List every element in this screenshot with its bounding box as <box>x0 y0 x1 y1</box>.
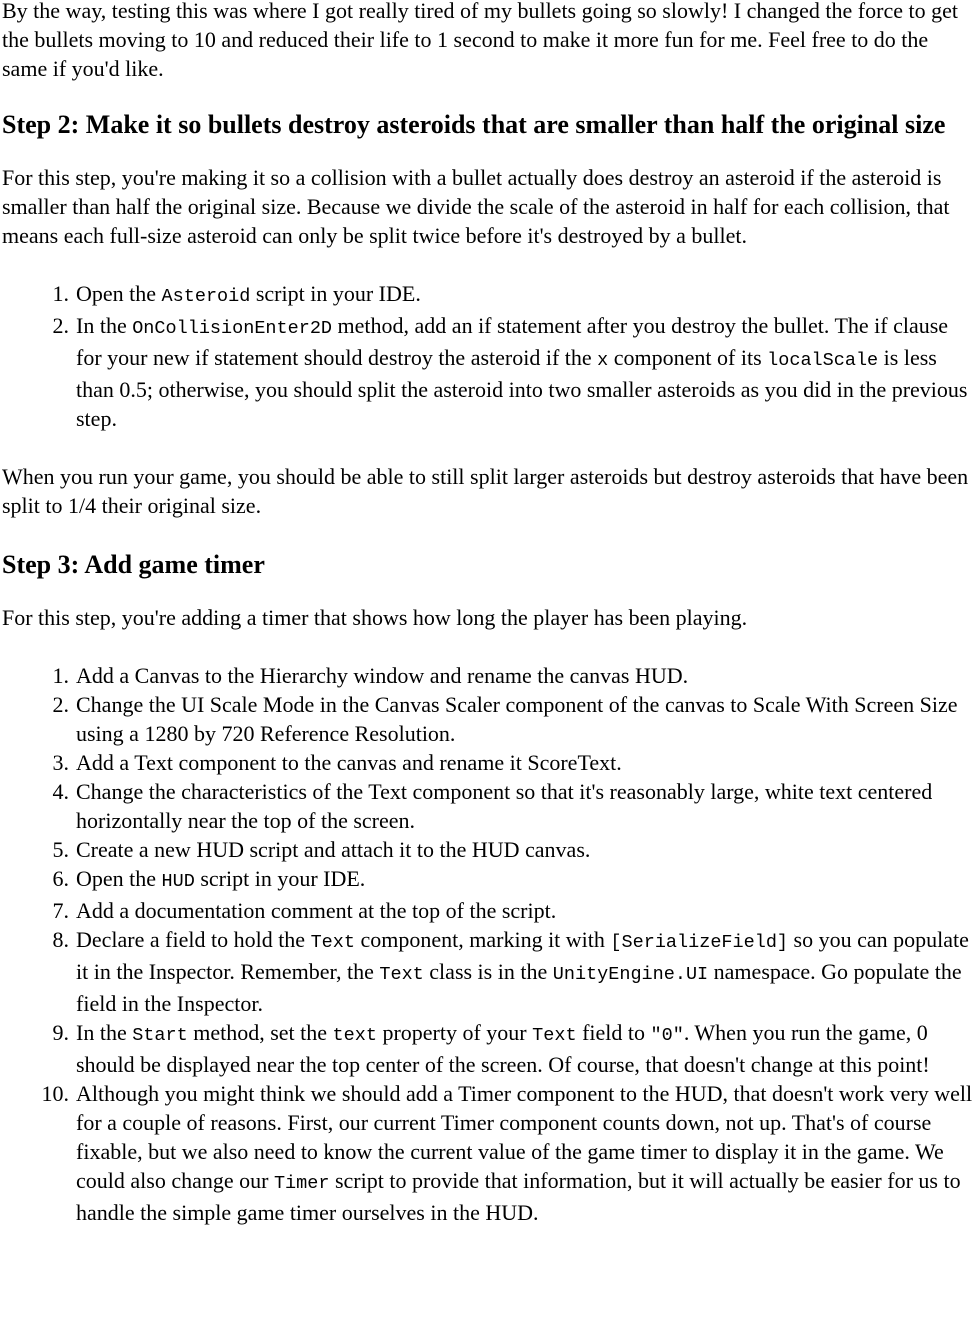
text-run: component, marking it with <box>355 927 611 952</box>
text-run: Declare a field to hold the <box>76 927 311 952</box>
list-item <box>2 1079 974 1227</box>
list-number: 10. <box>41 1081 69 1106</box>
code-run: UnityEngine.UI <box>552 964 709 985</box>
list-number: 2. <box>52 692 69 717</box>
list-item <box>2 925 974 1018</box>
text-run: class is in the <box>423 959 553 984</box>
step3-heading: Step 3: Add game timer <box>2 550 265 579</box>
text-run: method, add an if statement after you destroy the bullet. The if clause for your new if statement should destroy the asteroid if the <box>76 313 949 370</box>
list-item <box>2 896 974 925</box>
list-number: 1. <box>52 663 69 688</box>
text-run: . When you run the game, 0 should be displayed near the top center of the screen. Of course, that doesn't change at this point! <box>76 1020 930 1077</box>
text-run: script in your IDE. <box>250 281 421 306</box>
text-run: In the <box>76 1020 133 1045</box>
text-run: Open the <box>76 281 162 306</box>
text-run: namespace. Go populate the field in the Inspector. <box>76 959 962 1016</box>
list-number: 2. <box>52 313 69 338</box>
text-run: Open the <box>76 866 162 891</box>
code-run: x <box>597 350 609 371</box>
code-run: localScale <box>767 350 879 371</box>
text-run: Although you might think we should add a Timer component to the HUD, that doesn't work very well for a couple of reasons. First, our current Timer component counts down, not up. That's of course fixable, but we also need to know the current value of the game timer to display it in the game. We could also change our <box>76 1081 973 1193</box>
step2-description: For this step, you're making it so a collision with a bullet actually does destroy an asteroid if the asteroid is smaller than half the original size. Because we divide the scale of the asteroid in half for each collision, that means each full-size asteroid can only be split twice before it's destroyed by a bullet. <box>2 165 950 248</box>
list-item <box>2 661 974 690</box>
list-number: 5. <box>52 837 69 862</box>
code-run: OnCollisionEnter2D <box>132 318 333 339</box>
code-run: HUD <box>161 871 195 892</box>
step2-closing-paragraph: When you run your game, you should be able to still split larger asteroids but destroy asteroids that have been split to 1/4 their original size. <box>2 464 969 518</box>
list-item <box>2 311 974 433</box>
intro-paragraph: By the way, testing this was where I got really tired of my bullets going so slowly! I changed the force to get the bullets moving to 10 and reduced their life to 1 second to make it more fun for me. Feel free to do the same if you'd like. <box>2 0 958 81</box>
step2-list <box>2 279 974 433</box>
text-run: script to provide that information, but it will actually be easier for us to handle the simple game timer ourselves in the HUD. <box>76 1168 961 1225</box>
list-item <box>2 864 974 896</box>
code-run: [SerializeField] <box>610 932 789 953</box>
list-item <box>2 279 974 311</box>
list-number: 7. <box>52 898 69 923</box>
list-number: 4. <box>52 779 69 804</box>
text-run: so you can populate it in the Inspector. Remember, the <box>76 927 969 984</box>
step3-list <box>2 661 974 1227</box>
code-run: Start <box>132 1025 188 1046</box>
text-run: Create a new HUD script and attach it to the HUD canvas. <box>76 837 591 862</box>
list-item <box>2 690 974 748</box>
code-run: Text <box>532 1025 577 1046</box>
code-run: text <box>332 1025 377 1046</box>
list-number: 3. <box>52 750 69 775</box>
code-run: Timer <box>273 1173 330 1194</box>
text-run: Add a documentation comment at the top of the script. <box>76 898 557 923</box>
text-run: Add a Text component to the canvas and rename it ScoreText. <box>76 750 622 775</box>
text-run: is less than 0.5; otherwise, you should split the asteroid into two smaller asteroids as you did in the previous step. <box>76 345 968 431</box>
text-run: In the <box>76 313 133 338</box>
text-run: field to <box>576 1020 651 1045</box>
list-number: 1. <box>52 281 69 306</box>
text-run: property of your <box>376 1020 533 1045</box>
list-item <box>2 748 974 777</box>
list-item <box>2 1018 974 1079</box>
text-run: component of its <box>608 345 768 370</box>
step2-heading: Step 2: Make it so bullets destroy asteroids that are smaller than half the original size <box>2 110 946 139</box>
code-run: "0" <box>650 1025 684 1046</box>
code-run: Text <box>379 964 424 985</box>
text-run: script in your IDE. <box>194 866 366 891</box>
text-run: Change the characteristics of the Text component so that it's reasonably large, white text centered horizontally near the top of the screen. <box>76 779 933 833</box>
list-number: 6. <box>52 866 69 891</box>
list-item <box>2 777 974 835</box>
list-item <box>2 835 974 864</box>
code-run: Asteroid <box>161 286 251 307</box>
text-run: Add a Canvas to the Hierarchy window and rename the canvas HUD. <box>76 663 689 688</box>
text-run: Change the UI Scale Mode in the Canvas Scaler component of the canvas to Scale With Screen Size using a 1280 by 720 Reference Resolution. <box>76 692 958 746</box>
text-run: method, set the <box>187 1020 333 1045</box>
list-number: 8. <box>52 927 69 952</box>
step3-description: For this step, you're adding a timer that shows how long the player has been playing. <box>2 605 748 630</box>
list-number: 9. <box>52 1020 69 1045</box>
code-run: Text <box>310 932 355 953</box>
